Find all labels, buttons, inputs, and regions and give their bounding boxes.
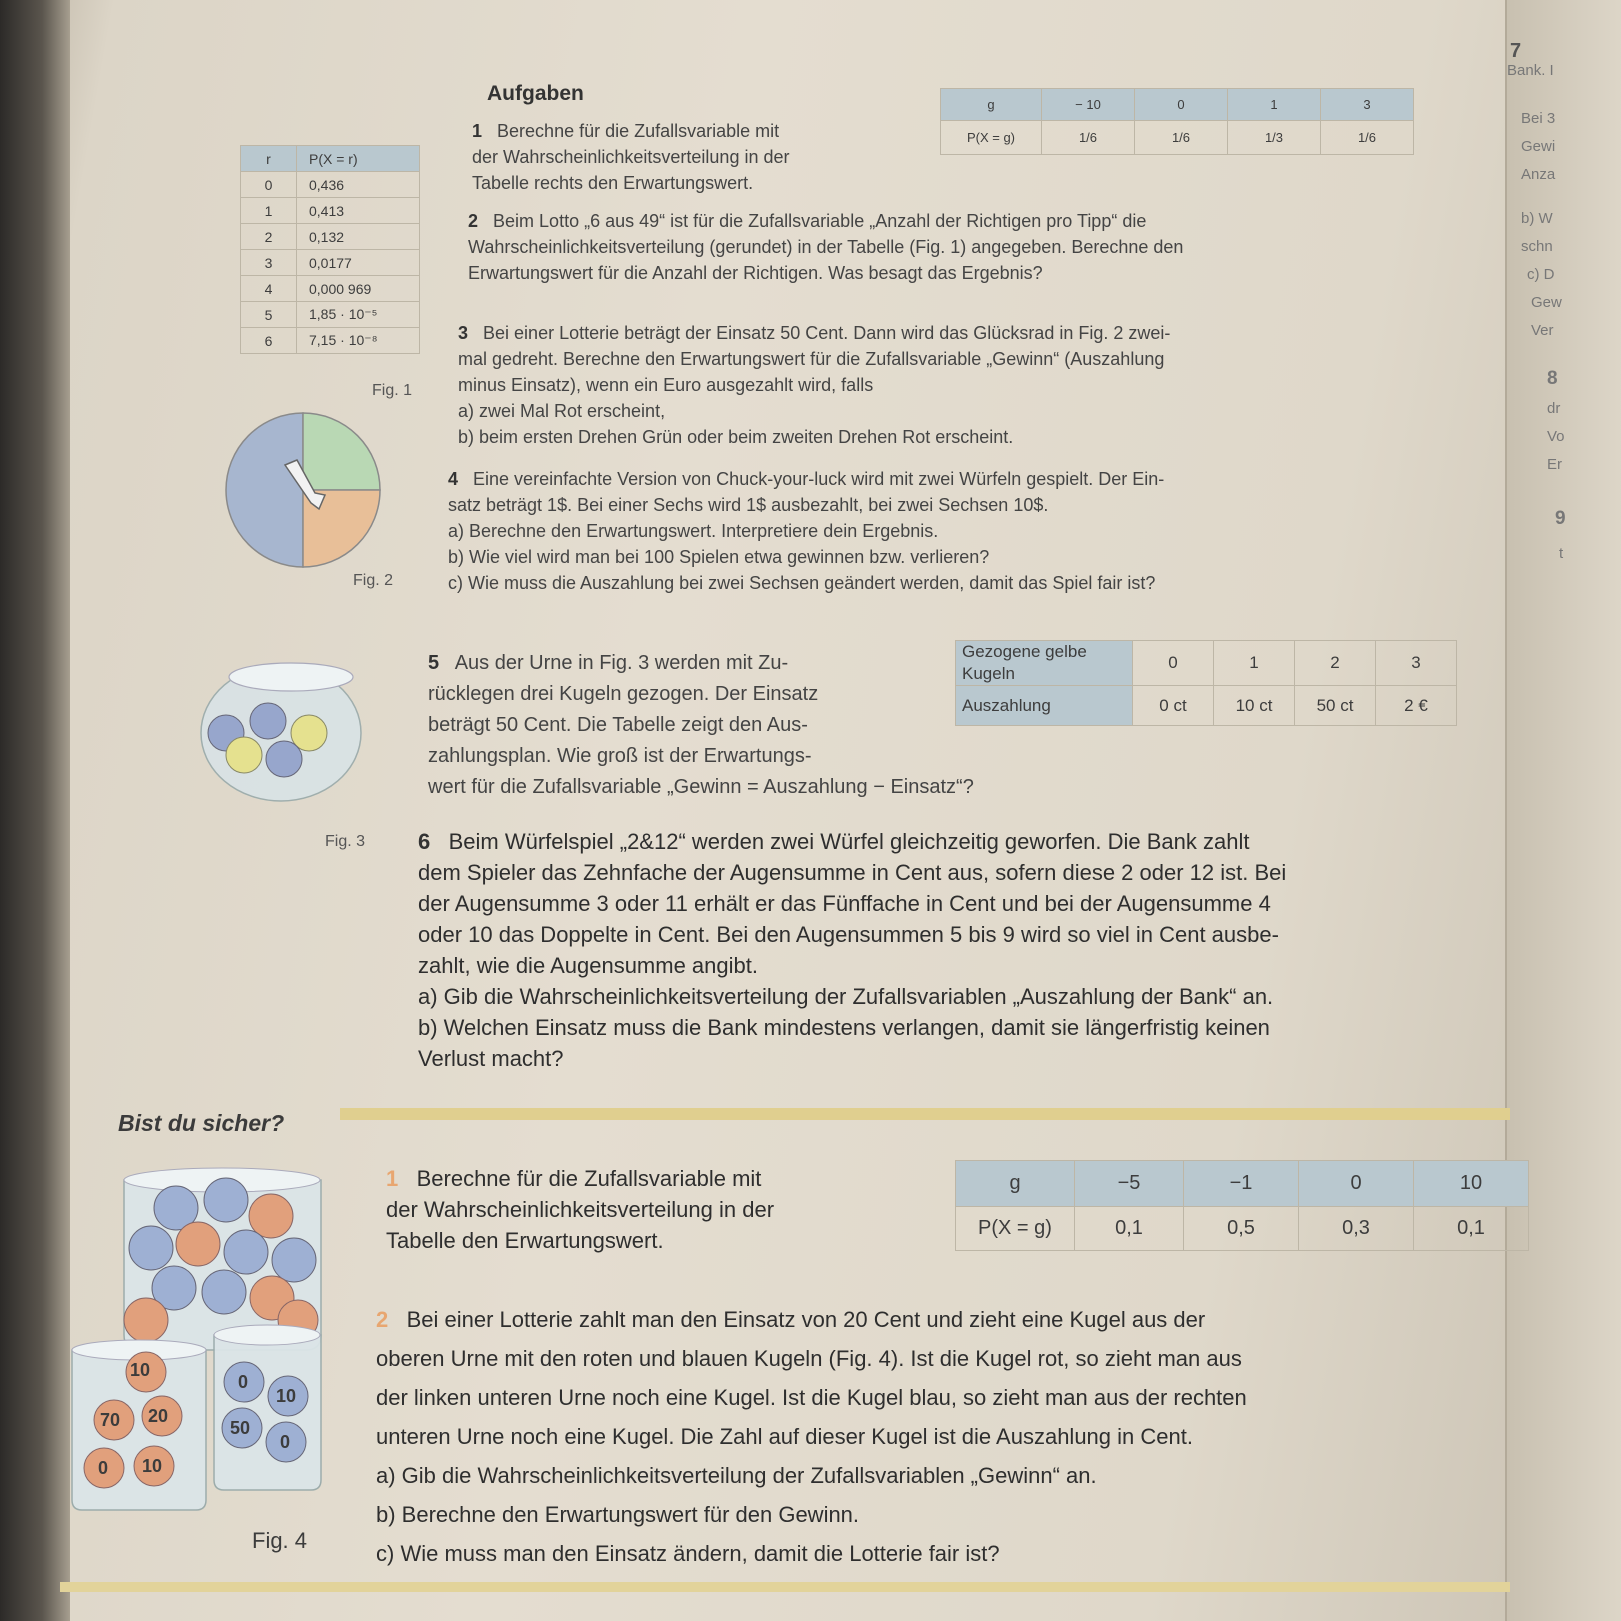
- task-text: zahlt, wie die Augensumme angibt.: [418, 953, 758, 978]
- task-text: wert für die Zufallsvariable „Gewinn = Auszahlung − Einsatz“?: [428, 776, 974, 798]
- task-4: [448, 466, 1164, 596]
- rp-text: Gew: [1531, 294, 1562, 311]
- task-text: minus Einsatz), wenn ein Euro ausgezahlt wird, falls: [458, 375, 874, 395]
- table-header: r: [241, 146, 297, 172]
- task-text: der linken unteren Urne noch eine Kugel. Ist die Kugel blau, so zieht man aus der rechten: [376, 1385, 1247, 1410]
- task-number: 4: [448, 469, 459, 489]
- cell: 1: [241, 198, 297, 224]
- section-divider: [340, 1108, 1510, 1120]
- cell: g: [941, 89, 1042, 121]
- task-text: der Augensumme 3 oder 11 erhält er das Fünffache in Cent und bei der Augensumme 4: [418, 891, 1271, 916]
- cell: 0,000 969: [297, 276, 420, 302]
- distribution-table-task1: [940, 88, 1414, 155]
- cell: 0,413: [297, 198, 420, 224]
- task-text: Bei einer Lotterie zahlt man den Einsatz von 20 Cent und zieht eine Kugel aus der: [406, 1307, 1206, 1332]
- fig3-label: Fig. 3: [325, 833, 366, 850]
- task-text: c) Wie muss man den Einsatz ändern, damit die Lotterie fair ist?: [376, 1541, 1000, 1566]
- cell: 7,15 · 10⁻⁸: [297, 328, 420, 354]
- ball-label: 10: [276, 1386, 297, 1406]
- cell: 0: [1133, 641, 1214, 686]
- ball-label: 70: [100, 1410, 121, 1430]
- task-text: c) Wie muss die Auszahlung bei zwei Sechsen geändert werden, damit das Spiel fair ist?: [448, 573, 1156, 593]
- cell: 10 ct: [1214, 686, 1295, 726]
- ball-label: 0: [280, 1432, 291, 1452]
- rp-text: 7: [1510, 40, 1522, 62]
- book-spine: [0, 0, 70, 1621]
- rp-text: Vo: [1547, 428, 1565, 445]
- table-row: [241, 250, 420, 276]
- rp-text: Gewi: [1521, 138, 1556, 155]
- task-text: oberen Urne mit den roten und blauen Kugeln (Fig. 4). Ist die Kugel rot, so zieht man aus: [376, 1346, 1242, 1371]
- task-number: 1: [386, 1166, 399, 1191]
- right-page-edge: [1505, 0, 1621, 1621]
- cell: 2: [241, 224, 297, 250]
- cell: 1: [1214, 641, 1295, 686]
- cell: 0,1: [1075, 1207, 1184, 1251]
- ball-red-icon: [249, 1194, 293, 1238]
- cell: 0,0177: [297, 250, 420, 276]
- ball-blue-icon: [266, 741, 302, 777]
- cell: 1/6: [1042, 121, 1135, 155]
- distribution-table-check1: [955, 1160, 1529, 1251]
- fig2-label: Fig. 2: [353, 572, 394, 589]
- cell: g: [956, 1161, 1075, 1207]
- rp-text: Bei 3: [1521, 110, 1556, 127]
- cell: 2 €: [1376, 686, 1457, 726]
- task-number: 3: [458, 323, 469, 343]
- table-row: [241, 198, 420, 224]
- cell: Gezogene gelbe Kugeln: [956, 641, 1133, 686]
- table-row: [241, 172, 420, 198]
- ball-label: 50: [230, 1418, 251, 1438]
- task-text: Berechne für die Zufallsvariable mit: [497, 121, 780, 141]
- ball-blue-icon: [129, 1226, 173, 1270]
- check-task-2: [376, 1300, 1247, 1573]
- cell: 1: [1228, 89, 1321, 121]
- ball-label: 20: [148, 1406, 169, 1426]
- cell: 10: [1414, 1161, 1529, 1207]
- bottom-divider: [60, 1582, 1510, 1592]
- task-text: Tabelle rechts den Erwartungswert.: [472, 173, 754, 193]
- table-row: [241, 302, 420, 328]
- cell: 0 ct: [1133, 686, 1214, 726]
- task-text: b) Berechne den Erwartungswert für den Gewinn.: [376, 1502, 860, 1527]
- cell: 3: [1321, 89, 1414, 121]
- cell: 0,436: [297, 172, 420, 198]
- task-text: unteren Urne noch eine Kugel. Die Zahl auf dieser Kugel ist die Auszahlung in Cent.: [376, 1424, 1193, 1449]
- cell: 1/6: [1321, 121, 1414, 155]
- lotto-table: [240, 145, 420, 354]
- rp-text: t: [1559, 545, 1564, 562]
- cell: − 10: [1042, 89, 1135, 121]
- ball-red-icon: [124, 1298, 168, 1342]
- task-text: Beim Lotto „6 aus 49“ ist für die Zufallsvariable „Anzahl der Richtigen pro Tipp“ die: [493, 211, 1147, 231]
- rp-text: dr: [1547, 400, 1561, 417]
- table-header: P(X = r): [297, 146, 420, 172]
- cell: −5: [1075, 1161, 1184, 1207]
- task-1: [472, 118, 789, 196]
- ball-label: 10: [130, 1360, 151, 1380]
- section-title: Bist du sicher?: [118, 1110, 285, 1136]
- task-2: [468, 208, 1183, 286]
- rp-text: 9: [1555, 508, 1566, 529]
- table-row: [241, 276, 420, 302]
- wheel-of-fortune-figure: [215, 405, 400, 575]
- task-text: beträgt 50 Cent. Die Tabelle zeigt den Aus-: [428, 714, 808, 736]
- task-text: b) Wie viel wird man bei 100 Spielen etwa gewinnen bzw. verlieren?: [448, 547, 990, 567]
- task-text: b) beim ersten Drehen Grün oder beim zweiten Drehen Rot erscheint.: [458, 427, 1014, 447]
- cell: 1,85 · 10⁻⁵: [297, 302, 420, 328]
- task-text: oder 10 das Doppelte in Cent. Bei den Augensummen 5 bis 9 wird so viel in Cent ausbe-: [418, 922, 1279, 947]
- task-text: der Wahrscheinlichkeitsverteilung in der: [386, 1197, 775, 1222]
- task-text: a) Gib die Wahrscheinlichkeitsverteilung der Zufallsvariablen „Auszahlung der Bank“ an.: [418, 984, 1274, 1009]
- ball-label: 0: [98, 1458, 109, 1478]
- cell: 0: [1135, 89, 1228, 121]
- cell: 1/3: [1228, 121, 1321, 155]
- rp-text: Er: [1547, 456, 1562, 473]
- task-3: [458, 320, 1170, 450]
- task-text: Aus der Urne in Fig. 3 werden mit Zu-: [454, 652, 789, 674]
- rp-text: Anza: [1521, 166, 1556, 183]
- rp-text: 8: [1547, 368, 1558, 389]
- ball-label: 10: [142, 1456, 163, 1476]
- cell: 3: [1376, 641, 1457, 686]
- ball-blue-icon: [250, 703, 286, 739]
- task-text: mal gedreht. Berechne den Erwartungswert für die Zufallsvariable „Gewinn“ (Auszahlung: [458, 349, 1165, 369]
- cell: 2: [1295, 641, 1376, 686]
- ball-red-icon: [176, 1222, 220, 1266]
- ball-blue-icon: [224, 1230, 268, 1274]
- ball-blue-icon: [272, 1238, 316, 1282]
- cell: 6: [241, 328, 297, 354]
- task-text: rücklegen drei Kugeln gezogen. Der Einsatz: [428, 683, 819, 705]
- cell: 0,132: [297, 224, 420, 250]
- task-text: Bei einer Lotterie beträgt der Einsatz 50 Cent. Dann wird das Glücksrad in Fig. 2 zwei-: [483, 323, 1171, 343]
- check-task-1: [386, 1163, 774, 1256]
- task-number: 5: [428, 652, 440, 674]
- cell: 0: [1299, 1161, 1414, 1207]
- rp-text: schn: [1521, 238, 1553, 255]
- ball-blue-icon: [202, 1270, 246, 1314]
- task-text: b) Welchen Einsatz muss die Bank mindestens verlangen, damit sie längerfristig keinen: [418, 1015, 1270, 1040]
- rp-text: Bank. I: [1507, 62, 1554, 79]
- cell: 0,5: [1184, 1207, 1299, 1251]
- task-5: [428, 648, 974, 803]
- ball-yellow-icon: [226, 737, 262, 773]
- task-number: 6: [418, 829, 431, 854]
- cell: −1: [1184, 1161, 1299, 1207]
- payout-table-task5: [955, 640, 1457, 726]
- task-number: 2: [468, 211, 479, 231]
- table-row: [241, 328, 420, 354]
- fig4-label: Fig. 4: [252, 1528, 308, 1553]
- cell: 50 ct: [1295, 686, 1376, 726]
- cell: 0: [241, 172, 297, 198]
- task-text: Verlust macht?: [418, 1046, 564, 1071]
- task-text: a) zwei Mal Rot erscheint,: [458, 401, 666, 421]
- task-number: 1: [472, 121, 483, 141]
- task-text: Tabelle den Erwartungswert.: [386, 1228, 664, 1253]
- cell: P(X = g): [956, 1207, 1075, 1251]
- task-text: Wahrscheinlichkeitsverteilung (gerundet) in der Tabelle (Fig. 1) angegeben. Berechne den: [468, 237, 1184, 257]
- task-text: a) Gib die Wahrscheinlichkeitsverteilung der Zufallsvariablen „Gewinn“ an.: [376, 1463, 1097, 1488]
- task-text: dem Spieler das Zehnfache der Augensumme in Cent aus, sofern diese 2 oder 12 ist. Bei: [418, 860, 1287, 885]
- cell: 0,3: [1299, 1207, 1414, 1251]
- wheel-green-quarter: [303, 413, 380, 490]
- page-title: Aufgaben: [487, 82, 584, 105]
- ball-label: 0: [238, 1372, 249, 1392]
- urn-figure: [196, 655, 366, 805]
- task-text: zahlungsplan. Wie groß ist der Erwartungs-: [428, 745, 812, 767]
- cell: Auszahlung: [956, 686, 1133, 726]
- table-row: [241, 224, 420, 250]
- task-number: 2: [376, 1307, 389, 1332]
- rp-text: b) W: [1521, 210, 1553, 227]
- task-text: satz beträgt 1$. Bei einer Sechs wird 1$ ausbezahlt, bei zwei Sechsen 10$.: [448, 495, 1049, 515]
- rp-text: Ver: [1531, 322, 1554, 339]
- cell: 0,1: [1414, 1207, 1529, 1251]
- task-text: a) Berechne den Erwartungswert. Interpretiere dein Ergebnis.: [448, 521, 939, 541]
- cell: 5: [241, 302, 297, 328]
- task-text: Erwartungswert für die Anzahl der Richtigen. Was besagt das Ergebnis?: [468, 263, 1043, 283]
- cell: 3: [241, 250, 297, 276]
- cell: P(X = g): [941, 121, 1042, 155]
- ball-blue-icon: [204, 1178, 248, 1222]
- task-text: Eine vereinfachte Version von Chuck-your-luck wird mit zwei Würfeln gespielt. Der Ein-: [473, 469, 1165, 489]
- wheel-blue-half: [226, 413, 303, 567]
- cell: 4: [241, 276, 297, 302]
- cell: 1/6: [1135, 121, 1228, 155]
- fig1-label: Fig. 1: [372, 382, 413, 399]
- task-text: Beim Würfelspiel „2&12“ werden zwei Würfel gleichzeitig geworfen. Die Bank zahlt: [448, 829, 1250, 854]
- task-text: der Wahrscheinlichkeitsverteilung in der: [472, 147, 790, 167]
- rp-text: c) D: [1527, 266, 1555, 283]
- task-text: Berechne für die Zufallsvariable mit: [416, 1166, 762, 1191]
- task-6: [418, 826, 1286, 1074]
